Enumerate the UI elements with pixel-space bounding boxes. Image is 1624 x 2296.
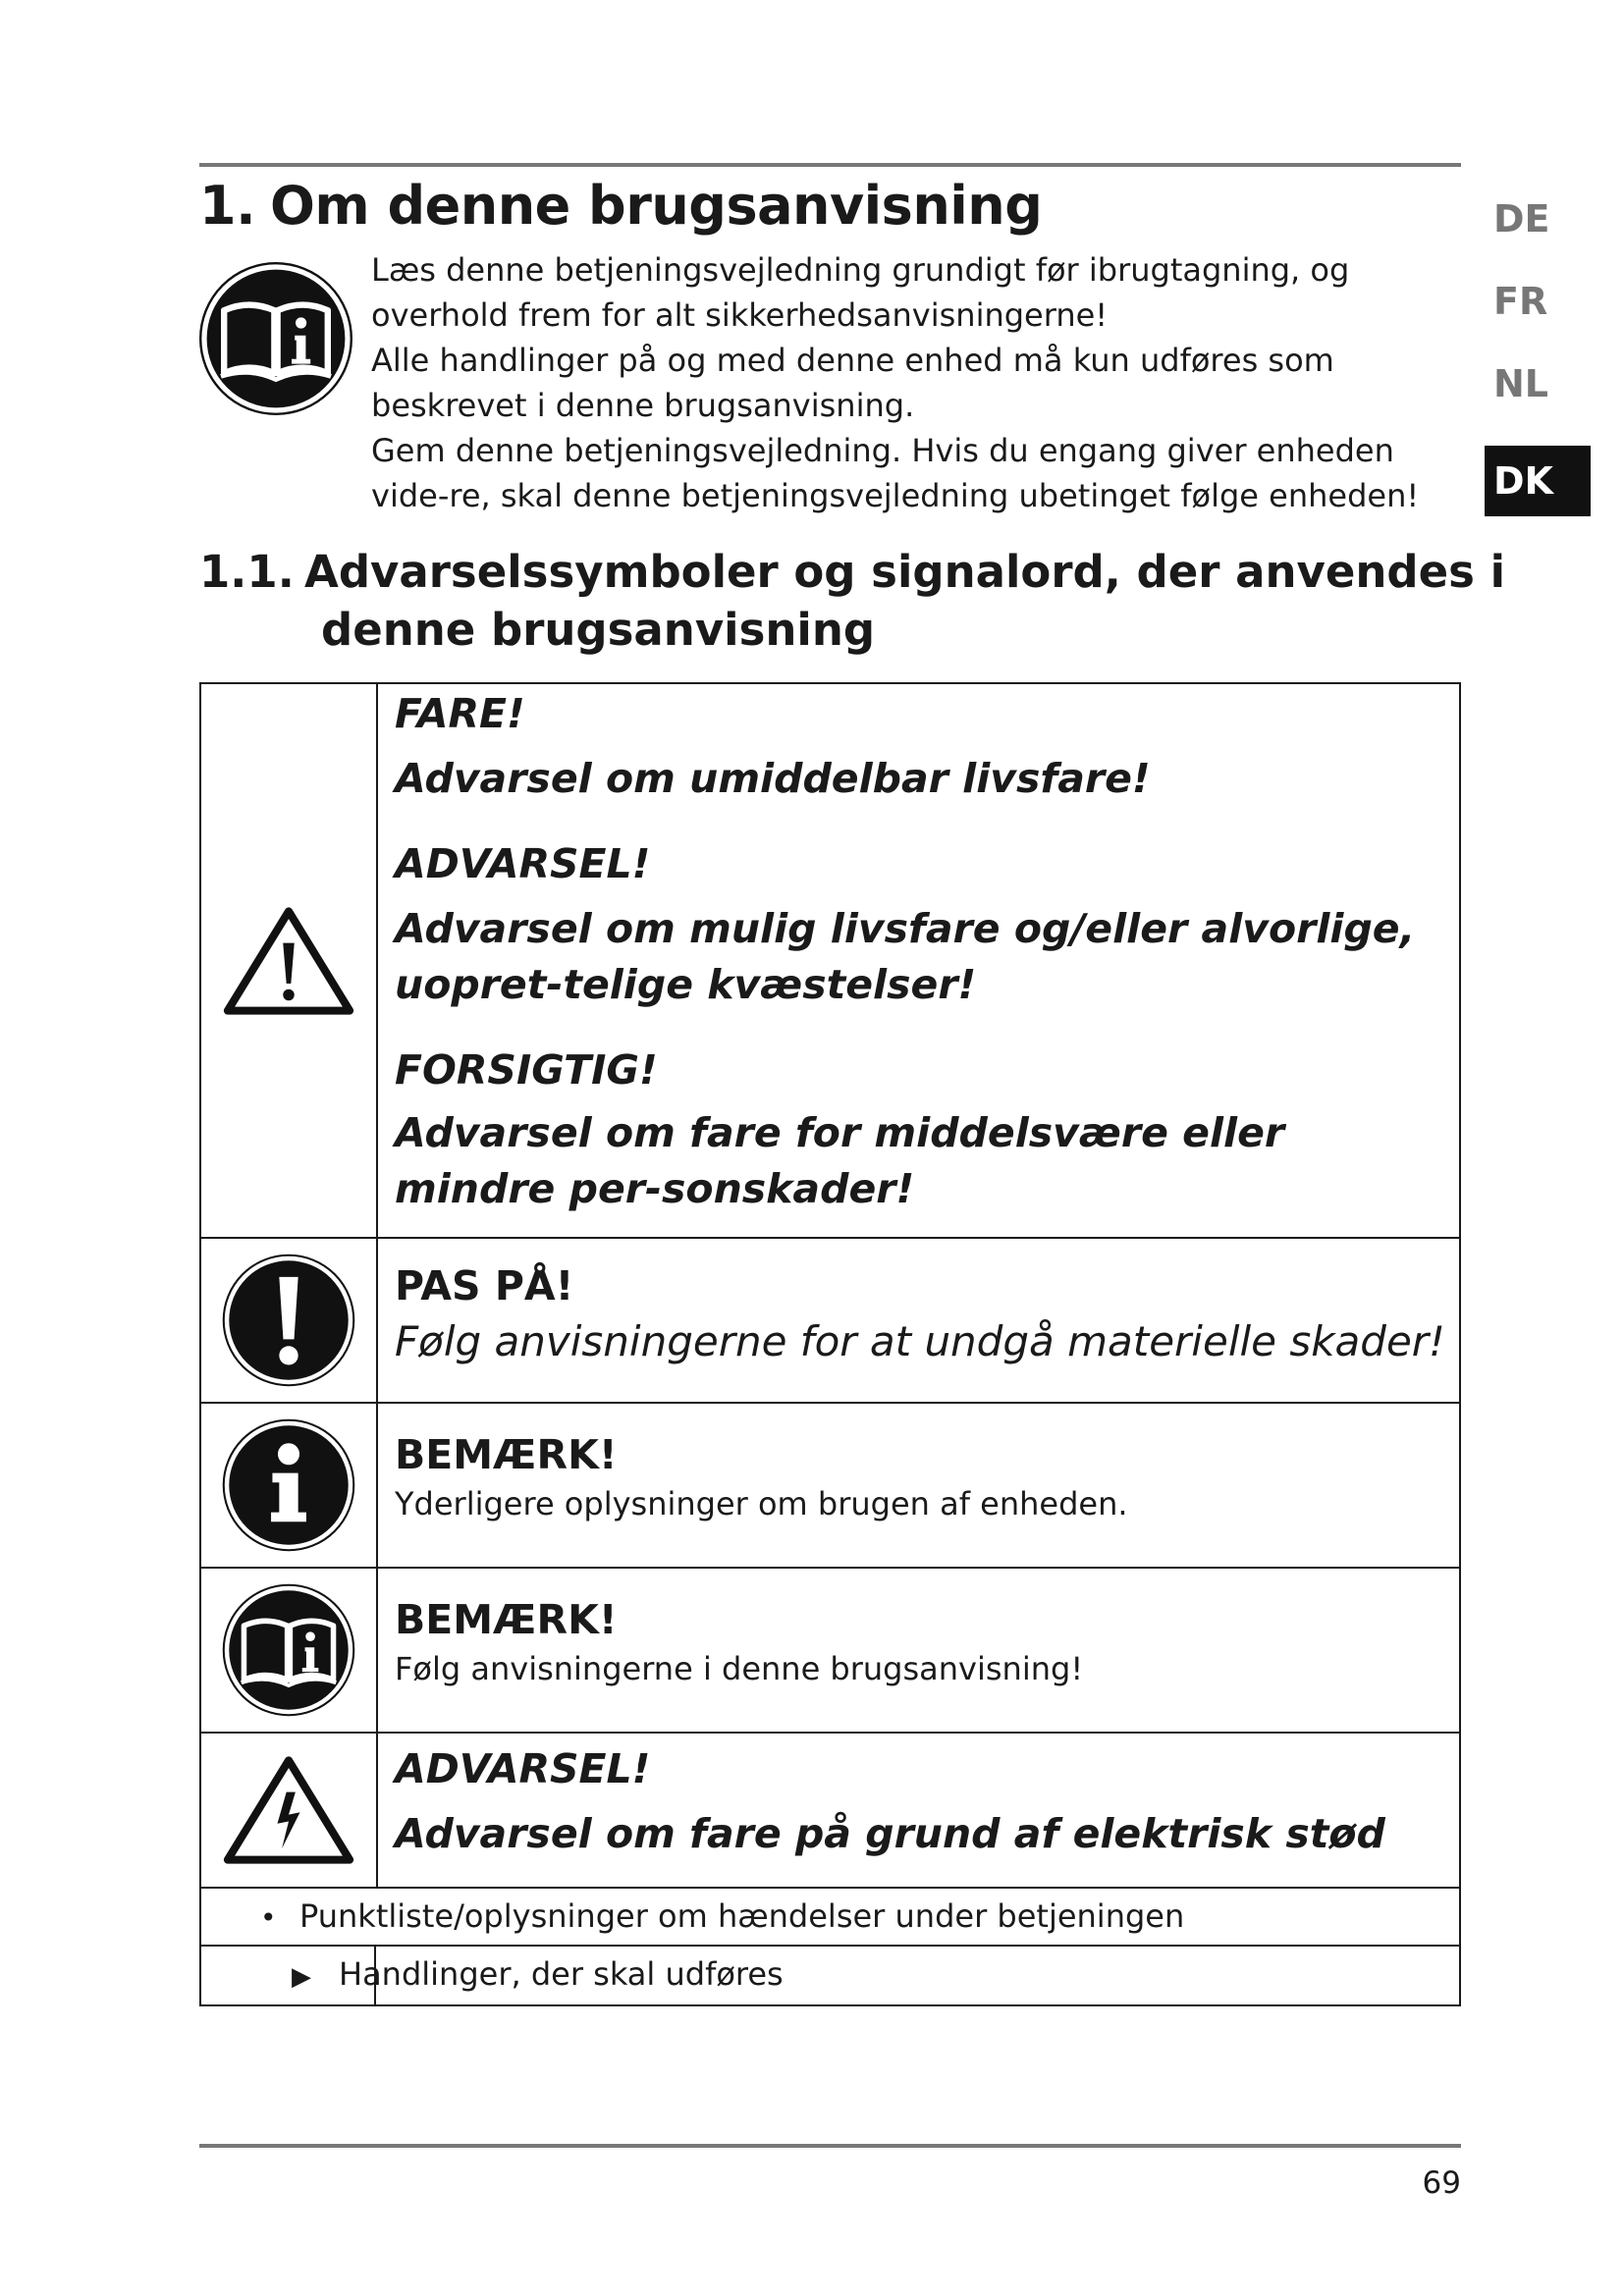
warning-triangle-icon: [221, 904, 356, 1018]
table-row: [201, 1569, 1459, 1734]
action-row-text: Handlinger, der skal udføres: [339, 1955, 784, 1993]
language-tab-dk: DK: [1485, 446, 1591, 516]
language-tab-fr: FR: [1493, 280, 1548, 323]
bottom-rule: [199, 2144, 1461, 2148]
intro-paragraph: Alle handlinger på og med denne enhed må kun udføres som beskrevet i denne brugsanvisning.: [371, 342, 1334, 424]
intro-paragraph: Gem denne betjeningsvejledning. Hvis du engang giver enheden vide-re, skal denne betjeningsvejledning ubetinget følge enheden!: [371, 432, 1420, 514]
signal-desc-advarsel: Advarsel om mulig livsfare og/eller alvorlige, uopret-telige kvæstelser!: [395, 905, 1416, 1008]
electric-shock-triangle-icon: [221, 1753, 356, 1867]
chapter-title: Om denne brugsanvisning: [270, 175, 1043, 237]
table-row: [201, 1734, 1459, 1889]
chapter-number: 1.: [199, 175, 256, 237]
intro-text: [371, 247, 1466, 518]
exclamation-circle-icon: [221, 1253, 356, 1388]
signal-desc-bemaerk-manual: Følg anvisningerne i denne brugsanvisning!: [395, 1650, 1084, 1687]
signal-word-bemaerk-manual: BEMÆRK!: [395, 1596, 618, 1643]
icon-cell: [201, 684, 378, 1237]
signal-word-pas-paa: PAS PÅ!: [395, 1262, 574, 1309]
text-cell: [378, 1569, 1459, 1732]
info-circle-icon: [221, 1417, 356, 1553]
bullet-list-row: [260, 1889, 1184, 1945]
table-row: [201, 1404, 1459, 1569]
language-tabs: [1485, 192, 1591, 516]
language-tab-nl: NL: [1493, 362, 1549, 405]
play-arrow-icon: ▶: [292, 1962, 311, 1992]
signal-desc-pas-paa: Følg anvisningerne for at undgå materielle skader!: [395, 1317, 1445, 1365]
signal-word-advarsel-electric: ADVARSEL!: [395, 1745, 651, 1792]
icon-cell: [201, 1239, 378, 1402]
signal-word-forsigtig: FORSIGTIG!: [395, 1046, 658, 1094]
table-row: [201, 1889, 1459, 1947]
warning-symbols-table: [199, 682, 1461, 2006]
bullet-row-text: Punktliste/oplysninger om hændelser under betjeningen: [299, 1897, 1185, 1935]
table-row: [201, 1239, 1459, 1404]
page-number: 69: [1422, 2165, 1461, 2201]
text-cell: [378, 684, 1459, 1237]
signal-desc-electric: Advarsel om fare på grund af elektrisk stød: [395, 1810, 1385, 1857]
text-cell: [378, 1239, 1459, 1402]
text-cell: [378, 1404, 1459, 1567]
icon-cell: [201, 1569, 378, 1732]
table-row: [201, 684, 1459, 1239]
section-number: 1.1.: [199, 546, 295, 598]
icon-cell: [201, 1404, 378, 1567]
action-row: [292, 1947, 784, 2002]
section-title-line2: denne brugsanvisning: [321, 604, 876, 656]
bullet-icon: •: [260, 1901, 277, 1934]
language-tab-de: DE: [1493, 197, 1550, 240]
table-row: [201, 1947, 1459, 2004]
manual-book-icon: [221, 1582, 356, 1718]
signal-desc-bemaerk: Yderligere oplysninger om brugen af enheden.: [395, 1485, 1128, 1522]
chapter-heading: [199, 175, 1042, 237]
signal-word-bemaerk: BEMÆRK!: [395, 1431, 618, 1478]
section-title-line1: Advarselssymboler og signalord, der anvendes i: [304, 546, 1505, 598]
signal-desc-forsigtig: Advarsel om fare for middelsvære eller mindre per-sonskader!: [395, 1109, 1285, 1212]
signal-word-fare: FARE!: [395, 690, 525, 737]
intro-paragraph: Læs denne betjeningsvejledning grundigt før ibrugtagning, og overhold frem for alt sikkerhedsanvisningerne!: [371, 251, 1350, 334]
manual-book-icon: [197, 260, 354, 417]
icon-cell: [201, 1734, 378, 1887]
section-heading: [199, 543, 1505, 659]
signal-word-advarsel: ADVARSEL!: [395, 840, 651, 887]
text-cell: [378, 1734, 1459, 1887]
top-rule: [199, 163, 1461, 167]
signal-desc-fare: Advarsel om umiddelbar livsfare!: [395, 755, 1151, 802]
